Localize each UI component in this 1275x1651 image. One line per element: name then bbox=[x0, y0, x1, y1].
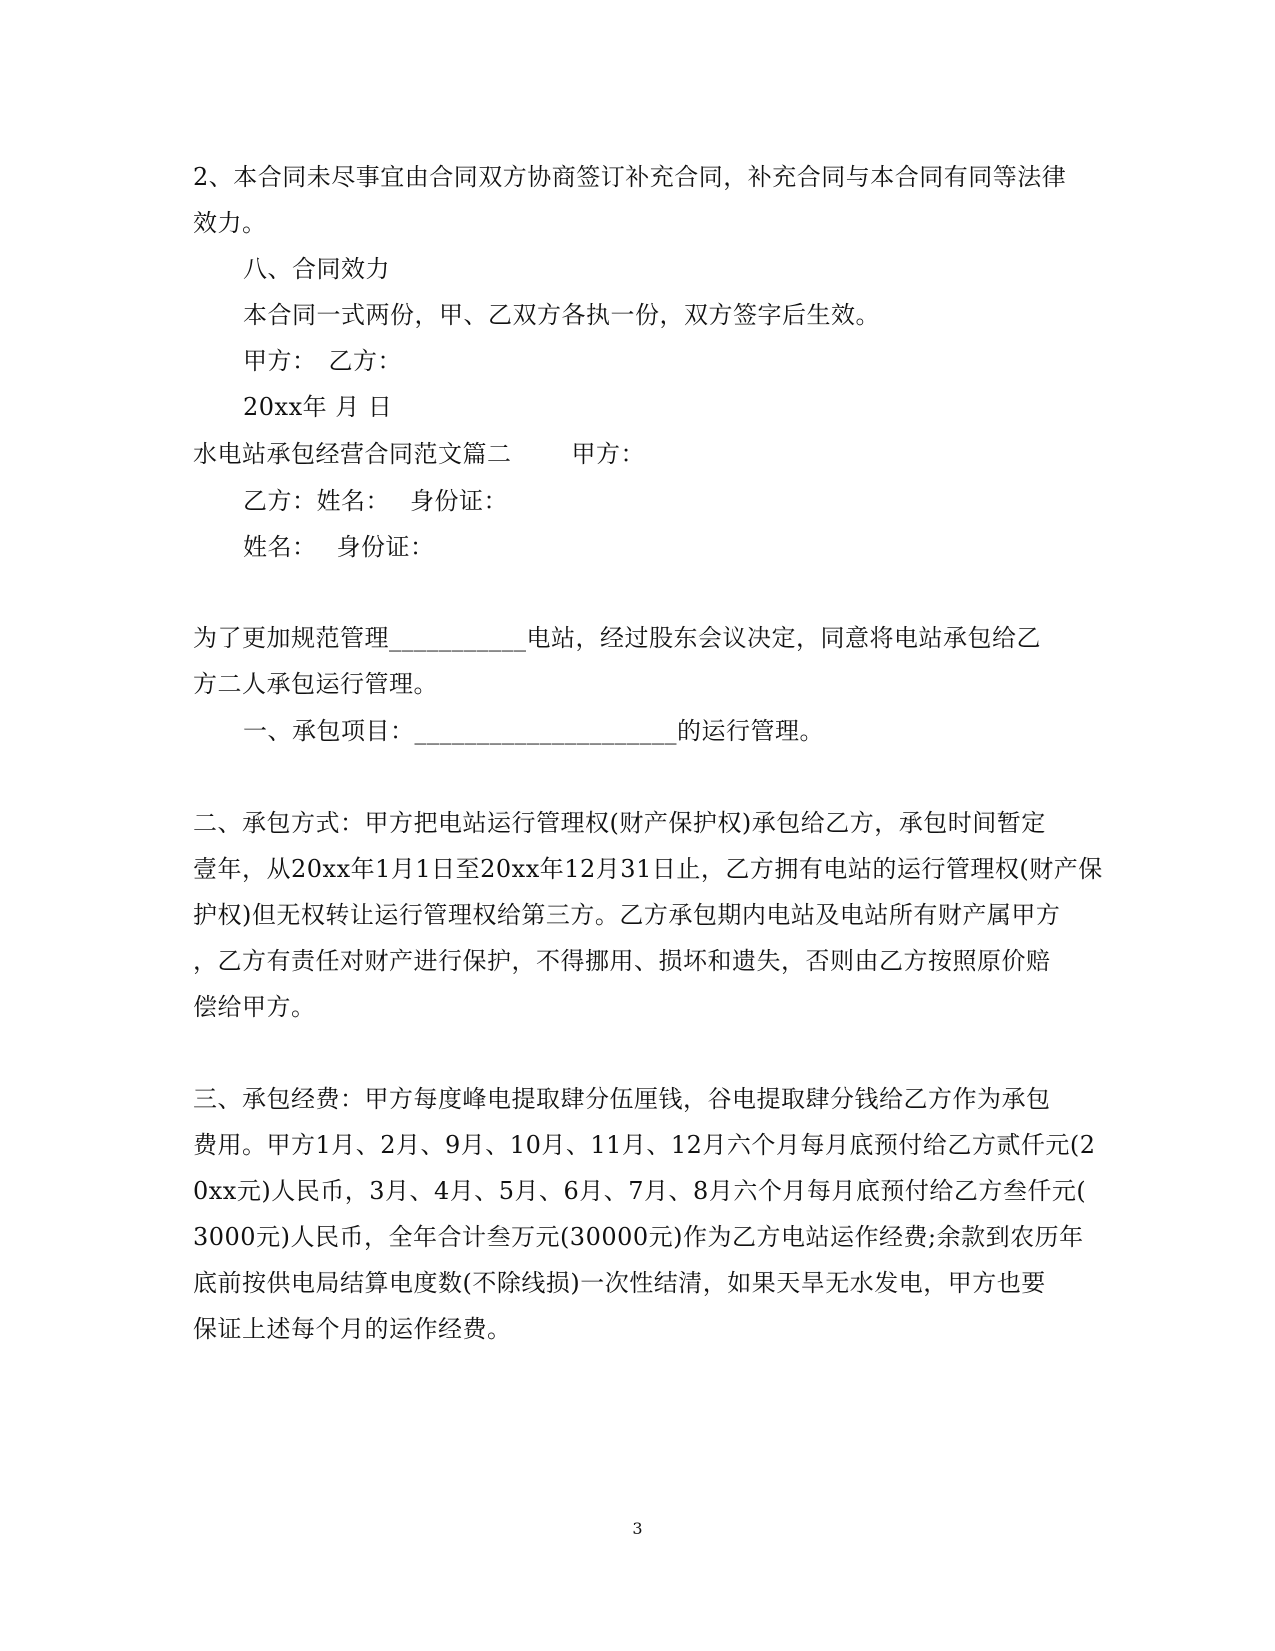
paragraph-line: 保证上述每个月的运作经费。 bbox=[193, 1315, 512, 1343]
party-b-row bbox=[243, 531, 435, 563]
id-label: 身份证： bbox=[410, 487, 508, 515]
party-b-label: 乙方： bbox=[243, 487, 317, 515]
paragraph-line: 护权)但无权转让运行管理权给第三方。乙方承包期内电站及电站所有财产属甲方 bbox=[193, 901, 1061, 929]
party-a-label: 甲方： bbox=[243, 347, 317, 375]
paragraph-line: 二、承包方式：甲方把电站运行管理权(财产保护权)承包给乙方，承包时间暂定 bbox=[193, 809, 1046, 837]
id-label: 身份证： bbox=[336, 533, 435, 561]
paragraph-line: 0xx元)人民币，3月、4月、5月、6月、7月、8月六个月每月底预付给乙方叁仟元( bbox=[193, 1177, 1087, 1205]
section-heading: 八、合同效力 bbox=[243, 255, 390, 283]
paragraph-line: 本合同一式两份，甲、乙双方各执一份，双方签字后生效。 bbox=[243, 301, 880, 329]
paragraph-line: ，乙方有责任对财产进行保护，不得挪用、损坏和遗失，否则由乙方按照原价赔 bbox=[193, 947, 1051, 975]
paragraph-line: 一、承包项目：_____________________的运行管理。 bbox=[243, 717, 824, 745]
party-b-label: 乙方： bbox=[328, 347, 402, 375]
paragraph-line: 为了更加规范管理___________电站，经过股东会议决定，同意将电站承包给乙 bbox=[193, 624, 1041, 652]
paragraph-line: 费用。甲方1月、2月、9月、10月、11月、12月六个月每月底预付给乙方贰仟元(2 bbox=[193, 1131, 1096, 1159]
paragraph-line: 底前按供电局结算电度数(不除线损)一次性结清，如果天旱无水发电，甲方也要 bbox=[193, 1269, 1046, 1297]
paragraph-line: 偿给甲方。 bbox=[193, 993, 316, 1021]
signature-line bbox=[243, 345, 402, 377]
paragraph-line: 方二人承包运行管理。 bbox=[193, 670, 438, 698]
second-contract-header bbox=[193, 438, 645, 470]
paragraph-line: 三、承包经费：甲方每度峰电提取肆分伍厘钱，谷电提取肆分钱给乙方作为承包 bbox=[193, 1085, 1051, 1113]
date-line: 20xx年 月 日 bbox=[243, 393, 393, 421]
paragraph-line: 壹年，从20xx年1月1日至20xx年12月31日止，乙方拥有电站的运行管理权(财产保 bbox=[193, 855, 1103, 883]
document-title: 水电站承包经营合同范文篇二 bbox=[193, 440, 512, 468]
paragraph-line: 2、本合同未尽事宜由合同双方协商签订补充合同，补充合同与本合同有同等法律 bbox=[193, 163, 1067, 191]
name-label: 姓名： bbox=[243, 533, 317, 561]
paragraph-line: 效力。 bbox=[193, 209, 267, 237]
party-b-row bbox=[243, 485, 508, 517]
paragraph-line: 3000元)人民币，全年合计叁万元(30000元)作为乙方电站运作经费;余款到农历年 bbox=[193, 1223, 1084, 1251]
name-label: 姓名： bbox=[316, 487, 390, 515]
party-a-label: 甲方： bbox=[571, 440, 645, 468]
page-number: 3 bbox=[632, 1519, 643, 1538]
